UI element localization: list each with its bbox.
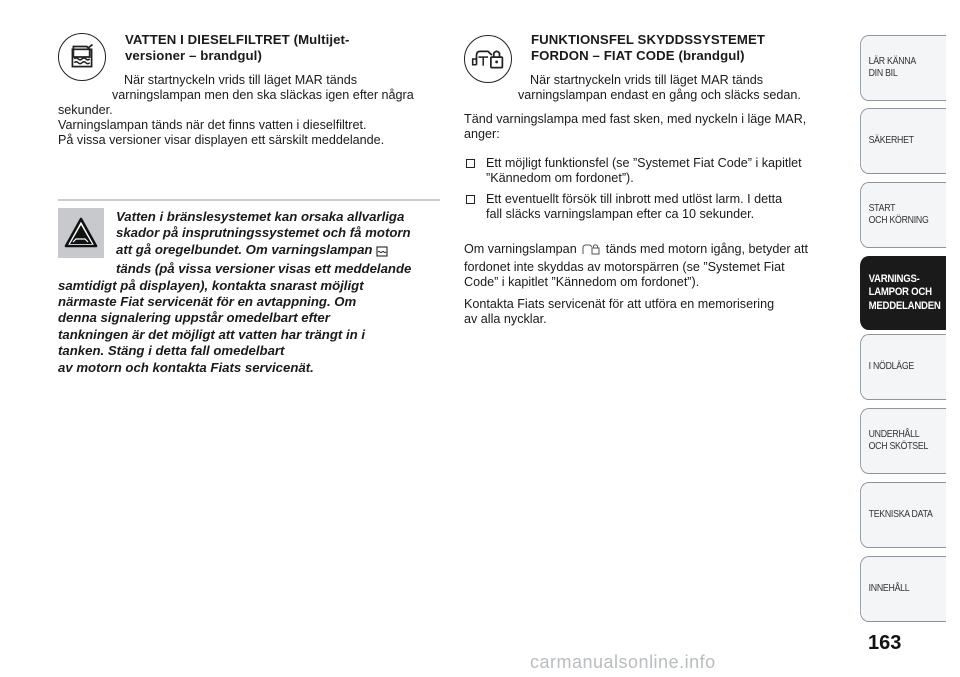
- tab-lar-kanna[interactable]: LÄR KÄNNA DIN BIL: [860, 35, 946, 101]
- warning-text: Vatten i bränslesystemet kan orsaka allvarliga skador på insprutningssystemet och få motorn att gå oregelbundet. Om varningslampan tänds (på vissa versioner visas ett meddelande samtidigt på displayen), kontakta snarast möjligt närmaste Fiat servicenät för en avtappning. Om denna signalering uppstår omedelbart efter tankningen är det möjligt att vatten har trängt in i tanken. Stäng i detta fall omedelbart av motorn och kontakta Fiats servicenät.: [58, 209, 412, 375]
- tab-tekniska-data[interactable]: TEKNISKA DATA: [860, 482, 946, 548]
- checkbox-bullet-icon: [466, 195, 475, 204]
- key-lock-icon: [580, 242, 602, 260]
- watermark-text: carmanualsonline.info: [530, 652, 716, 672]
- section-title-fiat-code: FUNKTIONSFEL SKYDDSSYSTEMET FORDON – FIAT CODE (brandgul): [531, 32, 765, 63]
- fuel-filter-water-icon: [376, 245, 388, 261]
- paragraph-engine-running: Om varningslampan tänds med motorn igång, betyder att fordonet inte skyddas av motorspärren (se ”Systemet Fiat Code” i kapitlet ”Kännedom om fordonet”).: [464, 242, 809, 289]
- paragraph-memorize-keys: Kontakta Fiats servicenät för att utföra en memorisering av alla nycklar.: [464, 297, 775, 326]
- section-title-water-in-filter: VATTEN I DIESELFILTRET (Multijet- versioner – brandgul): [125, 32, 350, 63]
- paragraph-fiat-code-startup: När startnyckeln vrids till läget MAR tänds varningslampan endast en gång och släcks sedan.: [518, 73, 801, 102]
- tab-underhall[interactable]: UNDERHÅLL OCH SKÖTSEL: [860, 408, 946, 474]
- list-item: Ett möjligt funktionsfel (se ”Systemet Fiat Code” i kapitlet ”Kännedom om fordonet”).: [464, 156, 848, 186]
- cause-list: [464, 156, 848, 228]
- paragraph-steady-light: Tänd varningslampa med fast sken, med nyckeln i läge MAR, anger:: [464, 112, 807, 141]
- divider-rule: [58, 199, 440, 201]
- tab-start[interactable]: START OCH KÖRNING: [860, 182, 946, 248]
- page-number: 163: [868, 632, 902, 654]
- tab-varningslampor[interactable]: VARNINGS- LAMPOR OCH MEDDELANDEN: [860, 256, 946, 330]
- chapter-sidebar: [860, 0, 960, 677]
- tab-sakerhet[interactable]: SÄKERHET: [860, 108, 946, 174]
- tab-i-nodlage[interactable]: I NÖDLÄGE: [860, 334, 946, 400]
- checkbox-bullet-icon: [466, 159, 475, 168]
- list-item: Ett eventuellt försök till inbrott med utlöst larm. I detta fall släcks varningslampan efter ca 10 sekunder.: [464, 192, 848, 222]
- tab-innehall[interactable]: INNEHÅLL: [860, 556, 946, 622]
- paragraph-startup: När startnyckeln vrids till läget MAR tänds varningslampan men den ska släckas igen efter några sekunder. Varningslampan tänds när det finns vatten i dieselfiltret. På vissa versioner visar displayen ett särskilt meddelande.: [58, 73, 414, 147]
